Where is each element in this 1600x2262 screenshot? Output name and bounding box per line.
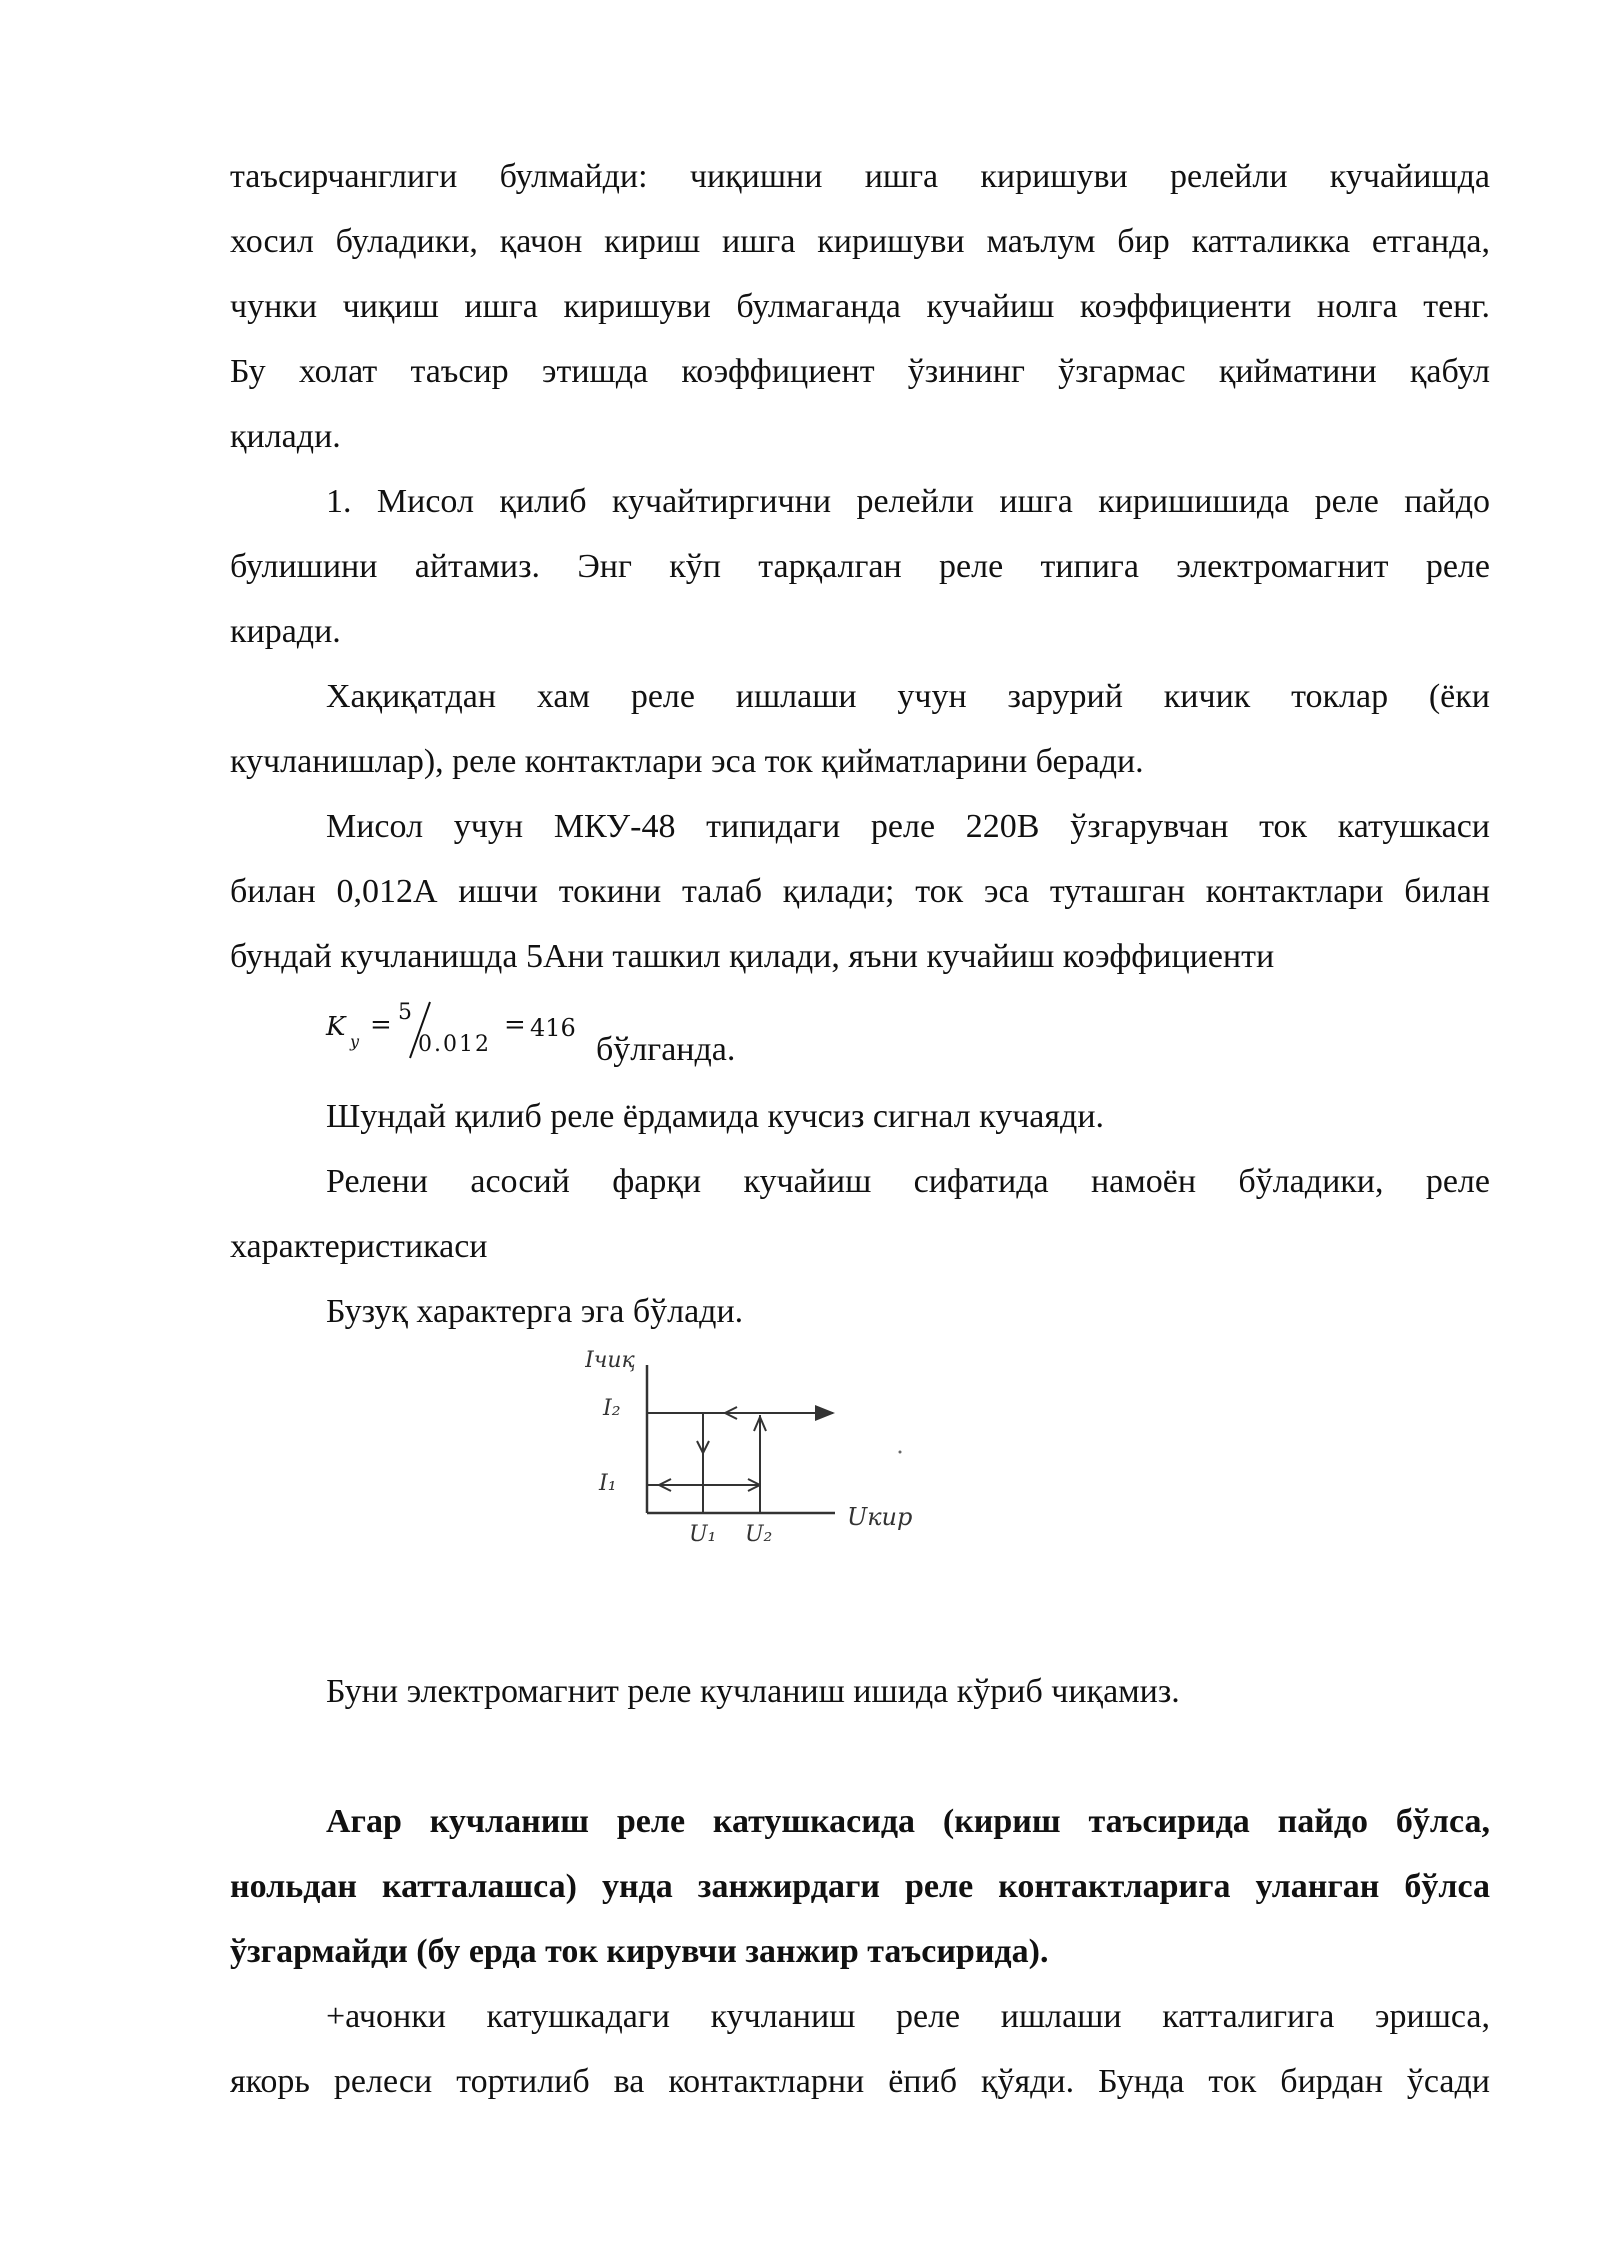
text-line: қилади.: [230, 418, 341, 455]
text-line: чунки чиқиш ишга киришуви булмаганда кучайиш коэффициенти нолга тенг.: [230, 288, 1490, 325]
text-line: Бузуқ характерга эга бўлади.: [326, 1293, 744, 1330]
formula-trailing-text: бўлганда.: [596, 1031, 736, 1068]
text-line: +ачонки катушкадаги кучланиш реле ишлаши катталигига эришса,: [326, 1998, 1490, 2035]
bold-text-line: ўзгармайди (бу ерда ток кирувчи занжир таъсирида).: [230, 1933, 1049, 1970]
u1-label: U₁: [689, 1522, 717, 1547]
bold-text-line: нольдан катталашса) унда занжирдаги реле контактларига уланган бўлса: [230, 1868, 1490, 1905]
gain-formula: [326, 1000, 926, 1070]
text-line: Хақиқатдан хам реле ишлаши учун зарурий кичик токлар (ёки: [326, 678, 1490, 715]
formula-equals: =: [370, 1010, 392, 1040]
text-line: булишини айтамиз. Энг кўп тарқалган реле типига электромагнит реле: [230, 548, 1490, 585]
x-axis-label: Uкир: [847, 1503, 913, 1531]
text-line: хосил буладики, қачон кириш ишга киришуви маълум бир катталикка етганда,: [230, 223, 1490, 260]
text-line: таъсирчанглиги булмайди: чиқишни ишга киришуви релейли кучайишда: [230, 158, 1490, 195]
text-line: Мисол учун МКУ-48 типидаги реле 220В ўзгарувчан ток катушкаси: [326, 808, 1490, 845]
i2-label: I₂: [603, 1396, 621, 1421]
text-line: Шундай қилиб реле ёрдамида кучсиз сигнал кучаяди.: [326, 1098, 1105, 1135]
text-line: киради.: [230, 613, 341, 650]
text-line: кучланишлар), реле контактлари эса ток қийматларини беради.: [230, 743, 1144, 780]
text-line: 1. Мисол қилиб кучайтиргични релейли ишга киришишида реле пайдо: [326, 483, 1490, 520]
formula-result: 416: [530, 1014, 576, 1042]
i1-label: I₁: [599, 1471, 617, 1496]
relay-characteristic-diagram: [585, 1345, 935, 1555]
bold-text-line: Агар кучланиш реле катушкасида (кириш таъсирида пайдо бўлса,: [326, 1803, 1490, 1840]
formula-denominator: 0.012: [418, 1032, 491, 1057]
text-line: якорь релеси тортилиб ва контактларни ёпиб қўяди. Бунда ток бирдан ўсади: [230, 2063, 1490, 2100]
formula-subscript: y: [350, 1032, 360, 1051]
text-line: Релени асосий фарқи кучайиш сифатида намоён бўладики, реле: [326, 1163, 1490, 1200]
text-line: Буни электромагнит реле кучланиш ишида кўриб чиқамиз.: [326, 1673, 1180, 1710]
speck: [899, 1451, 902, 1454]
formula-equals: =: [504, 1010, 526, 1040]
y-axis-label: Iчиқ: [585, 1348, 635, 1373]
text-line: Бу холат таъсир этишда коэффициент ўзининг ўзгармас қийматини қабул: [230, 353, 1490, 390]
text-line: бундай кучланишда 5Ани ташкил қилади, яъни кучайиш коэффициенти: [230, 938, 1275, 975]
text-line: характеристикаси: [230, 1228, 488, 1265]
formula-numerator: 5: [398, 1000, 412, 1025]
formula-k: K: [326, 1012, 346, 1042]
text-line: билан 0,012А ишчи токини талаб қилади; ток эса туташган контактлари билан: [230, 873, 1490, 910]
u2-label: U₂: [745, 1522, 773, 1547]
